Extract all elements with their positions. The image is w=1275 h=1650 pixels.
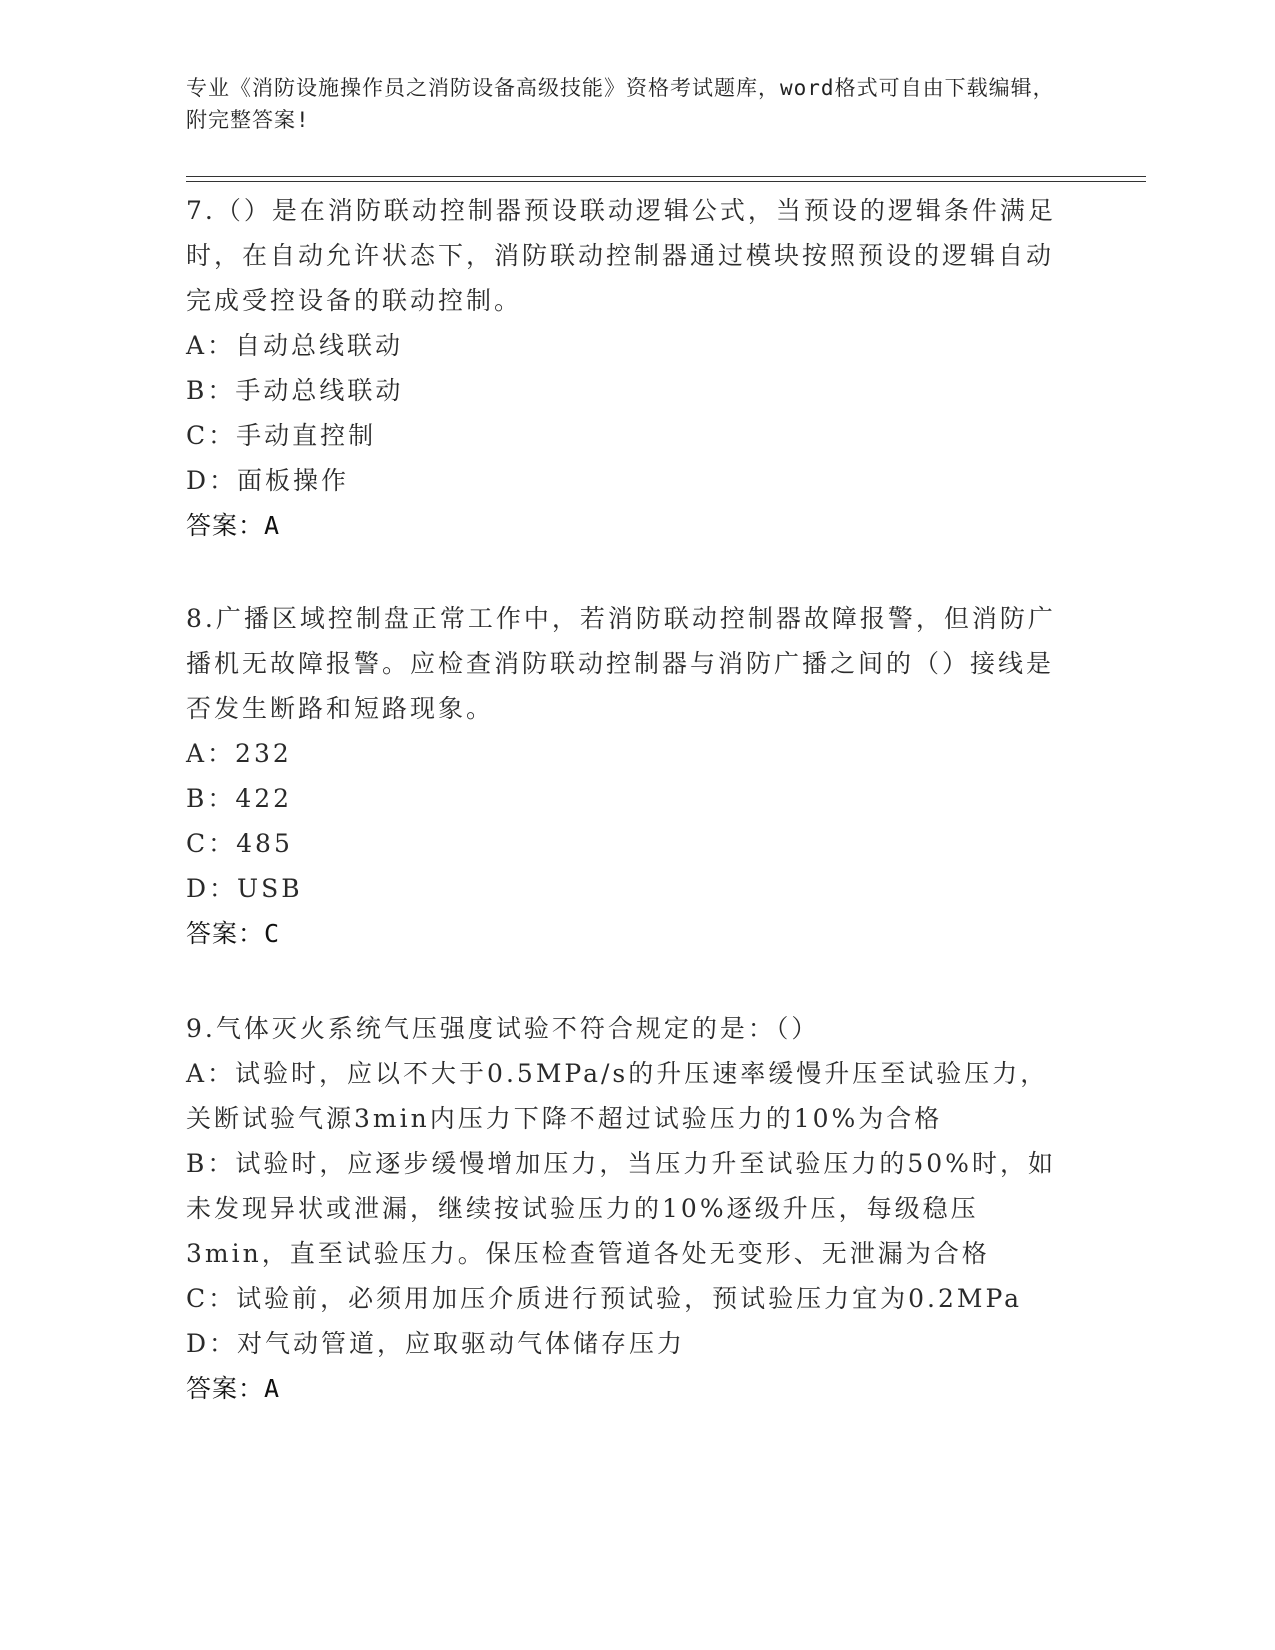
question-stem: 7.（）是在消防联动控制器预设联动逻辑公式，当预设的逻辑条件满足时，在自动允许状态下，消防联动控制器通过模块按照预设的逻辑自动完成受控设备的联动控制。: [186, 196, 1056, 315]
question-stem: 9.气体灭火系统气压强度试验不符合规定的是：（）: [186, 1014, 820, 1043]
answer-line: 答案：A: [186, 511, 281, 540]
option-a: A：试验时，应以不大于0.5MPa/s的升压速率缓慢升压至试验压力，关断试验气源3min内压力下降不超过试验压力的10%为合格: [186, 1059, 1049, 1133]
question-stem: 8.广播区域控制盘正常工作中，若消防联动控制器故障报警，但消防广播机无故障报警。应检查消防联动控制器与消防广播之间的（）接线是否发生断路和短路现象。: [186, 604, 1056, 723]
document-page: [186, 0, 1146, 1650]
option-c: C：手动直控制: [186, 421, 377, 450]
header-divider-top: [186, 176, 1146, 177]
question-9: [186, 1006, 1056, 1412]
option-c: C：485: [186, 829, 293, 858]
question-7: [186, 188, 1056, 549]
answer-line: 答案：C: [186, 919, 281, 948]
document-header: 专业《消防设施操作员之消防设备高级技能》资格考试题库，word格式可自由下载编辑，附完整答案!: [186, 76, 1055, 132]
option-b: B：试验时，应逐步缓慢增加压力，当压力升至试验压力的50%时，如未发现异状或泄漏，继续按试验压力的10%逐级升压，每级稳压3min，直至试验压力。保压检查管道各处无变形、无泄漏为合格: [186, 1149, 1056, 1268]
option-a: A：自动总线联动: [186, 331, 404, 360]
option-a: A：232: [186, 739, 292, 768]
question-8: [186, 596, 1056, 957]
option-c: C：试验前，必须用加压介质进行预试验，预试验压力宜为0.2MPa: [186, 1284, 1023, 1313]
option-b: B：手动总线联动: [186, 376, 404, 405]
option-d: D：面板操作: [186, 466, 350, 495]
option-d: D：对气动管道，应取驱动气体储存压力: [186, 1329, 686, 1358]
answer-line: 答案：A: [186, 1374, 281, 1403]
header-divider-bottom: [186, 181, 1146, 182]
option-d: D：USB: [186, 874, 303, 903]
option-b: B：422: [186, 784, 293, 813]
